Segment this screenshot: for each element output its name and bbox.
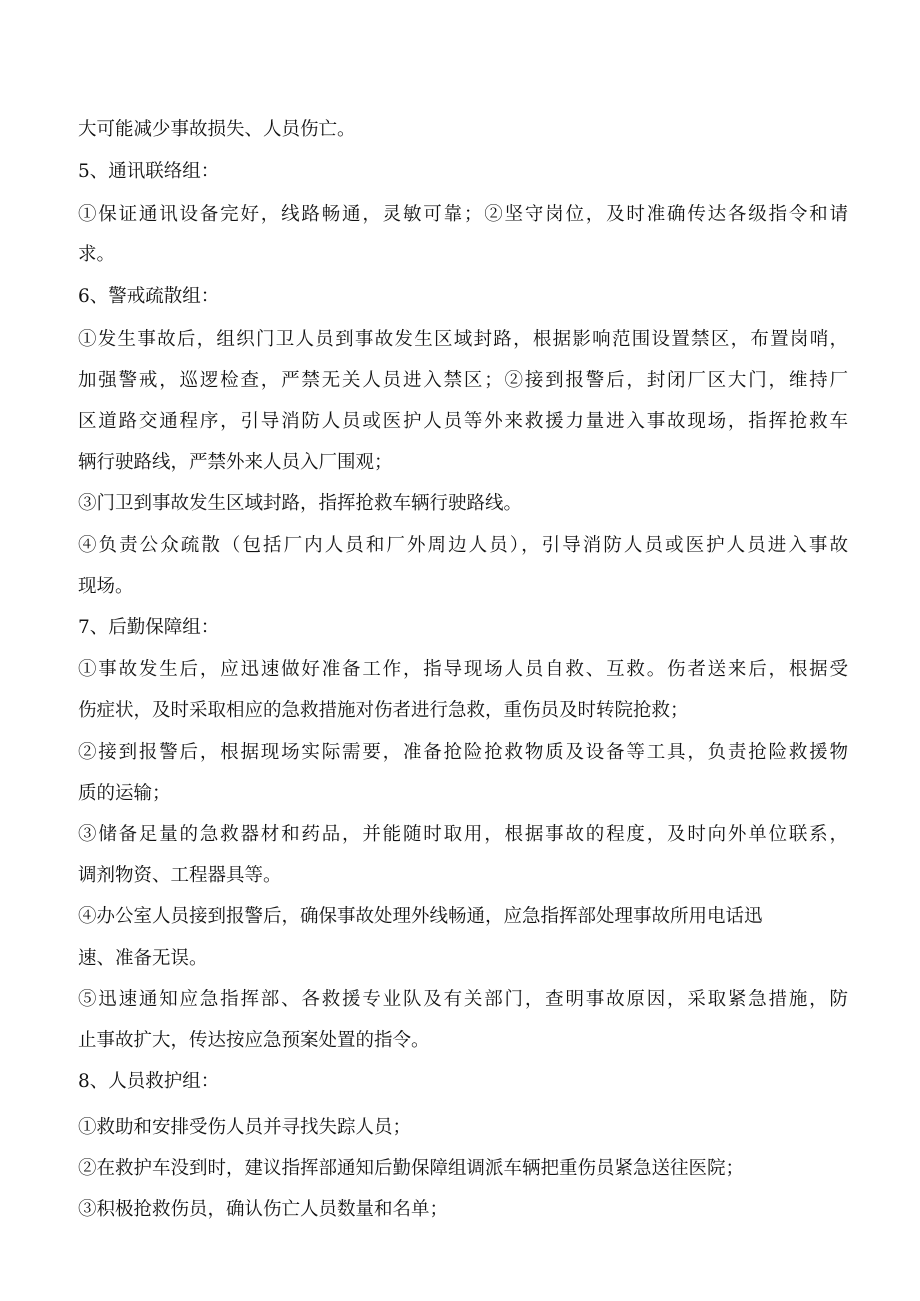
text-line: ③积极抢救伤员，确认伤亡人员数量和名单； — [78, 1199, 449, 1220]
text-line: 辆行驶路线，严禁外来人员入厂围观； — [78, 452, 393, 473]
text-line: 加强警戒，巡逻检查，严禁无关人员进入禁区；②接到报警后，封闭厂区大门，维持厂 — [78, 370, 848, 391]
section-heading-6: 6、警戒疏散组： — [78, 286, 220, 307]
text-line: ④负责公众疏散（包括厂内人员和厂外周边人员），引导消防人员或医护人员进入事故 — [78, 535, 848, 556]
text-line: ②接到报警后，根据现场实际需要，准备抢险抢救物质及设备等工具，负责抢险救援物 — [78, 742, 848, 763]
text-line: ①发生事故后，组织门卫人员到事故发生区域封路，根据影响范围设置禁区，布置岗哨， — [78, 329, 848, 350]
text-line: ①救助和安排受伤人员并寻找失踪人员； — [78, 1117, 412, 1138]
section-heading-8: 8、人员救护组： — [78, 1071, 220, 1092]
text-line: 伤症状，及时采取相应的急救措施对伤者进行急救，重伤员及时转院抢救； — [78, 700, 689, 721]
text-line: 速、准备无误。 — [78, 948, 208, 969]
section-heading-7: 7、后勤保障组： — [78, 617, 220, 638]
text-line: 调剂物资、工程器具等。 — [78, 865, 282, 886]
text-line: 止事故扩大，传达按应急预案处置的指令。 — [78, 1030, 430, 1051]
text-line: ⑤迅速通知应急指挥部、各救援专业队及有关部门，查明事故原因，采取紧急措施，防 — [78, 989, 848, 1010]
text-line: 现场。 — [78, 576, 134, 597]
text-line: 区道路交通程序，引导消防人员或医护人员等外来救援力量进入事故现场，指挥抢救车 — [78, 411, 848, 432]
text-line: ③储备足量的急救器材和药品，并能随时取用，根据事故的程度，及时向外单位联系， — [78, 824, 848, 845]
text-line: ①保证通讯设备完好，线路畅通，灵敏可靠；②坚守岗位，及时准确传达各级指令和请 — [78, 204, 848, 225]
text-line: 求。 — [78, 244, 116, 265]
text-line: ③门卫到事故发生区域封路，指挥抢救车辆行驶路线。 — [78, 493, 523, 514]
text-line: 质的运输； — [78, 783, 171, 804]
text-line: ②在救护车没到时，建议指挥部通知后勤保障组调派车辆把重伤员紧急送往医院； — [78, 1158, 745, 1179]
section-heading-5: 5、通讯联络组： — [78, 161, 220, 182]
text-line: ④办公室人员接到报警后，确保事故处理外线畅通，应急指挥部处理事故所用电话迅 — [78, 906, 763, 927]
text-line: ①事故发生后，应迅速做好准备工作，指导现场人员自救、互救。伤者送来后，根据受 — [78, 659, 848, 680]
text-line: 大可能减少事故损失、人员伤亡。 — [78, 119, 356, 140]
